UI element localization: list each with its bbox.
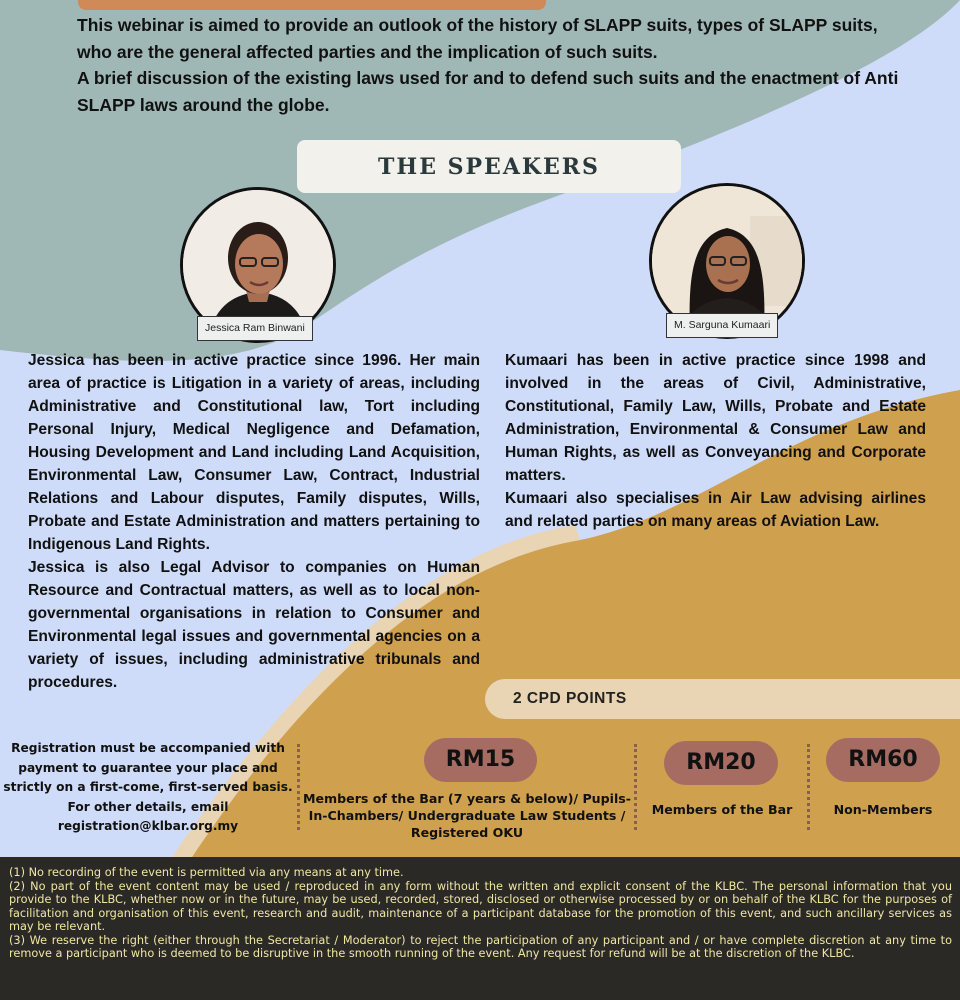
intro-text	[77, 12, 917, 118]
dotted-divider	[807, 744, 810, 830]
bio-paragraph: Kumaari also specialises in Air Law advising airlines and related parties on many areas of Aviation Law.	[505, 490, 926, 530]
bio-paragraph: Jessica has been in active practice since 1996. Her main area of practice is Litigation in a variety of areas, including Administrative and Constitutional law, Tort including Personal Injury, Medical Negligence and Defamation, Housing Development and Land including Land Acquisition, Environmental Law, Consumer Law, Contract, Industrial Relations and Labour disputes, Family disputes, Wills, Probate and Estate Administration and matters pertaining to Indigenous Land Rights.	[28, 352, 480, 553]
speakers-heading: THE SPEAKERS	[297, 140, 681, 193]
intro-paragraph: A brief discussion of the existing laws used for and to defend such suits and the enactment of Anti SLAPP laws around the globe.	[77, 68, 899, 115]
speaker-name-tag: Jessica Ram Binwani	[197, 316, 313, 341]
speaker-bio	[28, 349, 480, 694]
fee-category-label: Non-Members	[833, 802, 933, 817]
terms-footer	[0, 857, 960, 1000]
footer-note: (3) We reserve the right (either through the Secretariat / Moderator) to reject the participation of any participant and / or have complete discretion at any time to remove a participant who is deemed to be disruptive in the smooth running of the event. Any request for refund will be at the discretion of the KLBC.	[9, 933, 952, 960]
price-pill: RM60	[826, 738, 940, 782]
intro-paragraph: This webinar is aimed to provide an outlook of the history of SLAPP suits, types of SLAPP suits, who are the general affected parties and the implication of such suits.	[77, 15, 878, 62]
footer-note: (2) No part of the event content may be used / reproduced in any form without the written and explicit consent of the KLBC. The personal information that you provide to the KLBC, whether now or in the future, may be used, recorded, stored, disclosed or otherwise processed by or on behalf of the KLBC for the purposes of facilitation and organisation of this event, research and audit, maintenance of a participant database for the promotion of this event, and such ancillary services as may be relevant.	[9, 879, 952, 933]
speaker-name-tag: M. Sarguna Kumaari	[666, 313, 778, 338]
cpd-points-badge: 2 CPD POINTS	[485, 679, 960, 719]
bio-paragraph: Kumaari has been in active practice since 1998 and involved in the areas of Civil, Administrative, Constitutional, Family Law, Wills, Probate and Estate Administration, Environmental & Consumer Law and Human Rights, as well as Conveyancing and Corporate matters.	[505, 352, 926, 484]
price-pill: RM15	[424, 738, 537, 782]
price-pill: RM20	[664, 741, 778, 785]
fee-category-label: Members of the Bar (7 years & below)/ Pupils-In-Chambers/ Undergraduate Law Students / Registered OKU	[302, 791, 632, 840]
top-accent-bar	[78, 0, 546, 10]
dotted-divider	[634, 744, 637, 830]
bio-paragraph: Jessica is also Legal Advisor to companies on Human Resource and Contractual matters, as well as to local non-governmental organisations in relation to Consumer and Environmental legal issues and governmental agencies on a variety of issues, including administrative tribunals and procedures.	[28, 559, 480, 691]
registration-note: Registration must be accompanied with payment to guarantee your place and strictly on a first-come, first-served basis. For other details, email registration@klbar.org.my	[3, 741, 293, 833]
footer-note: (1) No recording of the event is permitted via any means at any time.	[9, 866, 404, 879]
speaker-bio	[505, 349, 926, 533]
fee-category-label: Members of the Bar	[651, 802, 793, 817]
